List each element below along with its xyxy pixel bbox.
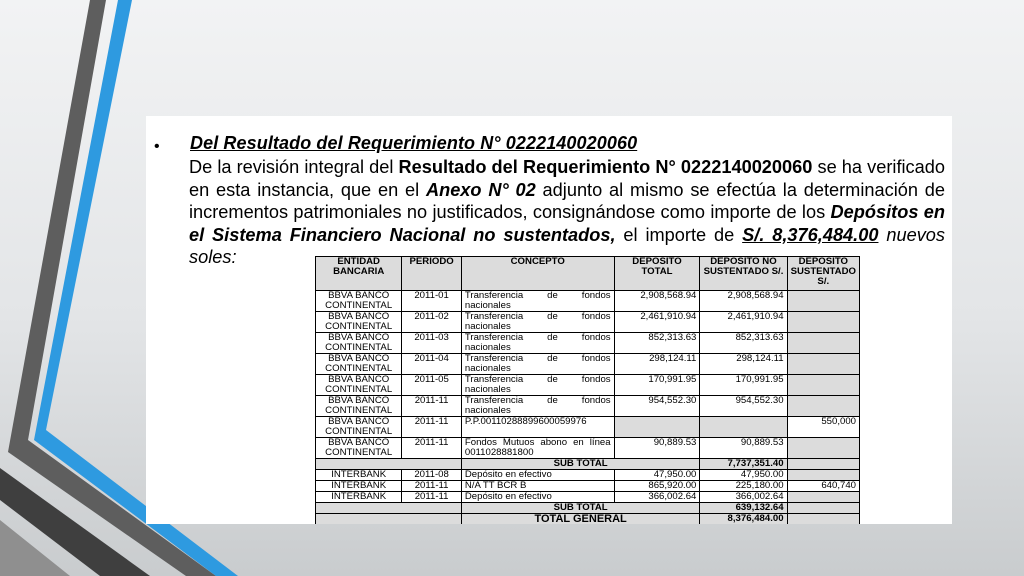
table-row — [316, 396, 860, 417]
cell-concepto: Depósito en efectivo — [461, 470, 614, 481]
cell-concepto: Transferencia de fondos nacionales — [461, 312, 614, 333]
total-general-value: 8,376,484.00 — [700, 514, 787, 525]
para-text-1: De la revisión integral del — [189, 157, 399, 177]
cell-entidad: BBVA BANCO CONTINENTAL — [316, 438, 402, 459]
cell-no-sustentado: 225,180.00 — [700, 481, 787, 492]
cell-periodo: 2011-05 — [402, 375, 462, 396]
cell-total: 865,920.00 — [614, 481, 700, 492]
total-blank — [316, 514, 462, 525]
cell-no-sustentado: 852,313.63 — [700, 333, 787, 354]
cell-entidad: BBVA BANCO CONTINENTAL — [316, 396, 402, 417]
header-deposito-total: DEPOSITO TOTAL — [614, 257, 700, 291]
cell-total: 852,313.63 — [614, 333, 700, 354]
cell-entidad: BBVA BANCO CONTINENTAL — [316, 333, 402, 354]
table-row — [316, 354, 860, 375]
table-row — [316, 492, 860, 503]
total-blank-right — [787, 514, 859, 525]
header-sustentado: DEPOSITO SUSTENTADO S/. — [787, 257, 859, 291]
cell-periodo: 2011-08 — [402, 470, 462, 481]
table-header-row — [316, 257, 860, 291]
cell-sustentado — [787, 492, 859, 503]
cell-total — [614, 417, 700, 438]
para-bold-requerimiento: Resultado del Requerimiento N° 0222140020060 — [398, 157, 813, 177]
cell-sustentado — [787, 375, 859, 396]
total-general-row — [316, 514, 860, 525]
cell-total: 954,552.30 — [614, 396, 700, 417]
cell-no-sustentado: 170,991.95 — [700, 375, 787, 396]
cell-total: 2,908,568.94 — [614, 291, 700, 312]
cell-concepto: Depósito en efectivo — [461, 492, 614, 503]
subtotal-label: SUB TOTAL — [461, 459, 700, 470]
table-row — [316, 333, 860, 354]
subtotal-blank — [316, 503, 462, 514]
cell-periodo: 2011-04 — [402, 354, 462, 375]
para-amount: S/. 8,376,484.00 — [742, 224, 879, 245]
deposits-table — [315, 256, 860, 524]
cell-periodo: 2011-11 — [402, 492, 462, 503]
cell-entidad: INTERBANK — [316, 481, 402, 492]
document-image — [146, 116, 952, 524]
cell-entidad: BBVA BANCO CONTINENTAL — [316, 312, 402, 333]
subtotal-blank-right — [787, 459, 859, 470]
cell-no-sustentado: 2,461,910.94 — [700, 312, 787, 333]
para-nuevos-soles: nuevos soles: — [189, 224, 946, 267]
cell-periodo: 2011-01 — [402, 291, 462, 312]
cell-entidad: INTERBANK — [316, 470, 402, 481]
cell-periodo: 2011-11 — [402, 481, 462, 492]
cell-no-sustentado — [700, 417, 787, 438]
cell-sustentado — [787, 470, 859, 481]
para-depositos: Depósitos en el Sistema Financiero Nacional no sustentados, — [189, 202, 945, 245]
cell-concepto: P.P.00110288899600059976 — [461, 417, 614, 438]
cell-periodo: 2011-02 — [402, 312, 462, 333]
header-no-sustentado: DEPOSITO NO SUSTENTADO S/. — [700, 257, 787, 291]
header-entidad: ENTIDAD BANCARIA — [316, 257, 402, 291]
subtotal-value: 639,132.64 — [700, 503, 787, 514]
cell-total: 298,124.11 — [614, 354, 700, 375]
cell-concepto: N/A TT BCR B — [461, 481, 614, 492]
subtotal-value: 7,737,351.40 — [700, 459, 787, 470]
cell-periodo: 2011-11 — [402, 438, 462, 459]
deposits-table-wrap — [315, 256, 860, 524]
subtotal-row — [316, 459, 860, 470]
cell-sustentado — [787, 438, 859, 459]
subtotal-blank — [316, 459, 462, 470]
body-paragraph — [189, 156, 945, 269]
table-row — [316, 438, 860, 459]
cell-no-sustentado: 366,002.64 — [700, 492, 787, 503]
cell-sustentado — [787, 333, 859, 354]
cell-entidad: BBVA BANCO CONTINENTAL — [316, 291, 402, 312]
section-heading: Del Resultado del Requerimiento N° 0222140020060 — [190, 133, 638, 153]
table-row — [316, 291, 860, 312]
table-row — [316, 312, 860, 333]
cell-sustentado — [787, 291, 859, 312]
table-row — [316, 417, 860, 438]
cell-total: 170,991.95 — [614, 375, 700, 396]
cell-sustentado — [787, 396, 859, 417]
table-row — [316, 470, 860, 481]
cell-entidad: BBVA BANCO CONTINENTAL — [316, 375, 402, 396]
cell-total: 47,950.00 — [614, 470, 700, 481]
header-periodo: PERIODO — [402, 257, 462, 291]
cell-concepto: Fondos Mutuos abono en línea 0011028881800 — [461, 438, 614, 459]
cell-sustentado — [787, 354, 859, 375]
para-anexo: Anexo N° 02 — [425, 179, 536, 200]
cell-entidad: BBVA BANCO CONTINENTAL — [316, 354, 402, 375]
cell-sustentado: 550,000 — [787, 417, 859, 438]
cell-no-sustentado: 47,950.00 — [700, 470, 787, 481]
bullet: • — [154, 138, 160, 155]
cell-periodo: 2011-03 — [402, 333, 462, 354]
cell-no-sustentado: 954,552.30 — [700, 396, 787, 417]
cell-concepto: Transferencia de fondos nacionales — [461, 375, 614, 396]
cell-no-sustentado: 298,124.11 — [700, 354, 787, 375]
cell-sustentado — [787, 312, 859, 333]
subtotal-blank-right — [787, 503, 859, 514]
cell-concepto: Transferencia de fondos nacionales — [461, 354, 614, 375]
cell-concepto: Transferencia de fondos nacionales — [461, 396, 614, 417]
cell-entidad: INTERBANK — [316, 492, 402, 503]
cell-no-sustentado: 2,908,568.94 — [700, 291, 787, 312]
table-row — [316, 375, 860, 396]
cell-entidad: BBVA BANCO CONTINENTAL — [316, 417, 402, 438]
header-concepto: CONCEPTO — [461, 257, 614, 291]
cell-periodo: 2011-11 — [402, 417, 462, 438]
cell-no-sustentado: 90,889.53 — [700, 438, 787, 459]
subtotal-label: SUB TOTAL — [461, 503, 700, 514]
total-general-label: TOTAL GENERAL — [461, 514, 700, 525]
cell-concepto: Transferencia de fondos nacionales — [461, 333, 614, 354]
cell-total: 366,002.64 — [614, 492, 700, 503]
table-row — [316, 481, 860, 492]
subtotal-row — [316, 503, 860, 514]
cell-concepto: Transferencia de fondos nacionales — [461, 291, 614, 312]
para-text-2: se ha verificado en esta instancia, que en el — [189, 157, 945, 200]
cell-total: 2,461,910.94 — [614, 312, 700, 333]
para-text-4: el importe de — [615, 224, 743, 245]
cell-periodo: 2011-11 — [402, 396, 462, 417]
para-text-3: adjunto al mismo se efectúa la determinación de incrementos patrimoniales no justificados, consignándose como importe de los — [189, 179, 945, 222]
cell-total: 90,889.53 — [614, 438, 700, 459]
cell-sustentado: 640,740 — [787, 481, 859, 492]
